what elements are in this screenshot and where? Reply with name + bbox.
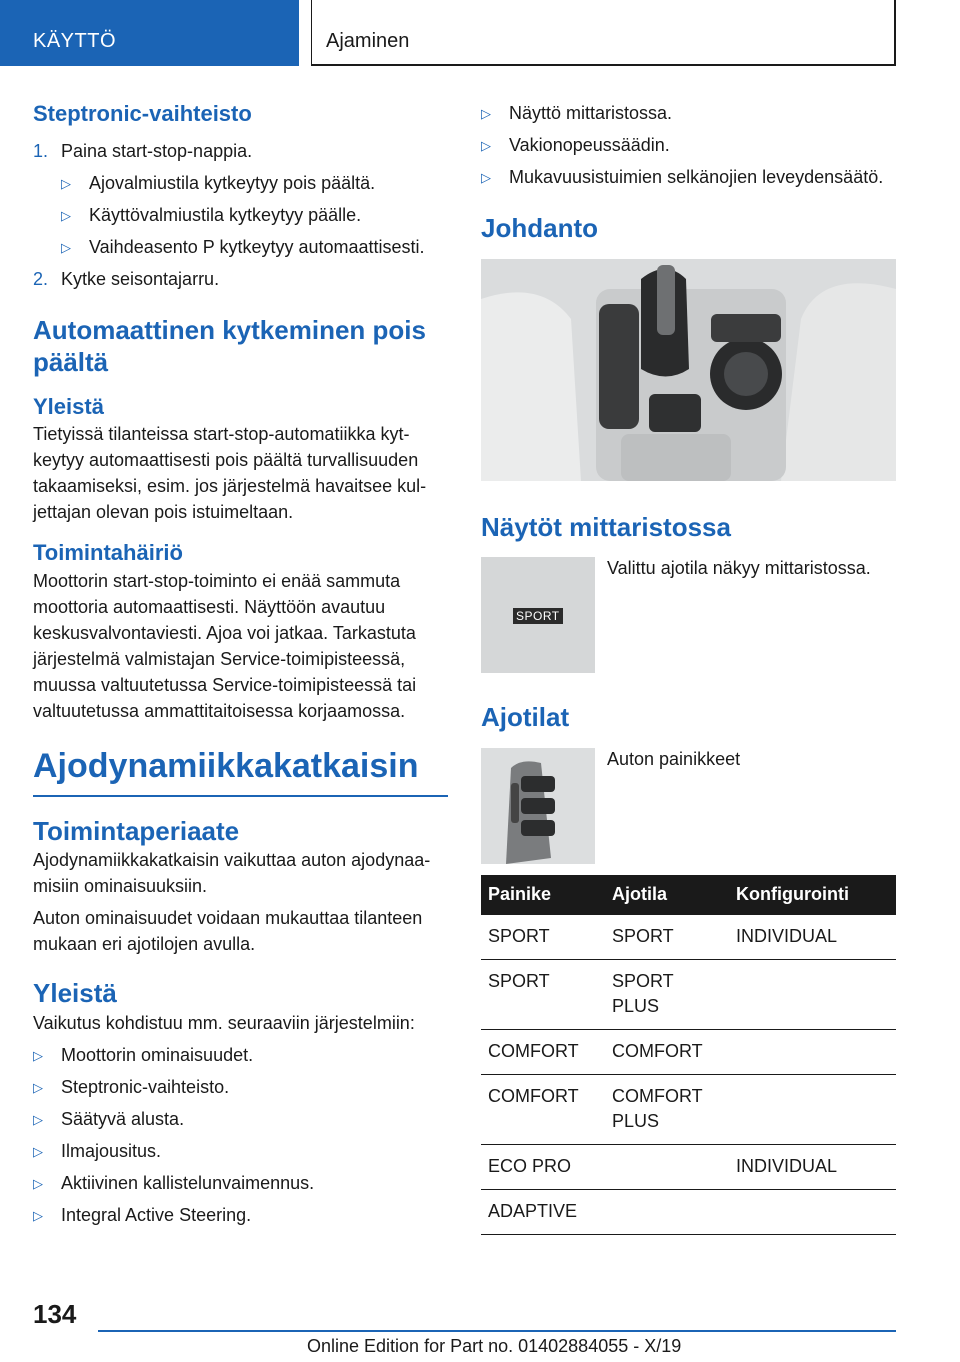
instrument-cluster-image: [481, 557, 595, 673]
table-header-row: [481, 875, 896, 915]
table-cell: SPORT: [605, 915, 729, 960]
steptronic-heading: Steptronic-vaihteisto: [33, 101, 252, 126]
mode-buttons-illustration: [481, 748, 595, 864]
triangle-bullet-icon: ▷: [33, 1111, 43, 1127]
auto-off-heading: Automaattinen kytkeminen pois päältä: [33, 314, 426, 378]
triangle-bullet-icon: ▷: [481, 138, 491, 153]
step-1: [33, 138, 448, 164]
step-text: Kytke seisontajarru.: [61, 268, 220, 289]
table-cell: SPORT: [481, 915, 605, 960]
displays-heading: Näytöt mittaristossa: [481, 511, 731, 542]
table-row: [481, 915, 896, 960]
list-item: ▷ Integral Active Steering.: [33, 1202, 448, 1228]
modes-paragraph: Auton painikkeet: [607, 748, 741, 769]
column-header: Konfigurointi: [729, 875, 896, 915]
malfunction-paragraph: Moottorin start-stop-toiminto ei enää sammuta moottoria automaattisesti. Näyttöön avautuu keskusvalvontaviesti. Ajoa voi jatkaa. Tarkastuta järjestelmä valmistajan Service-toimipisteessä, muussa valtuutetussa Service-toimipisteessä tai valtuutetussa ammattitaitoisessa korjaamossa.: [33, 570, 417, 721]
table-cell: ECO PRO: [481, 1144, 605, 1189]
list-item: ▷ Käyttövalmiustila kytkeytyy päälle.: [33, 202, 448, 228]
column-header: Painike: [481, 875, 605, 915]
table-cell: COMFORT: [481, 1074, 605, 1144]
page-number: 134: [33, 1299, 77, 1329]
triangle-bullet-icon: ▷: [61, 239, 71, 255]
list-item: ▷ Mukavuusistuimien selkänojien leveydensäätö.: [481, 164, 896, 190]
right-column: [481, 100, 896, 1235]
principle-paragraph-1: Ajodynamiikkakatkaisin vaikuttaa auton ajodynaamisiin ominaisuuksiin.: [33, 850, 431, 897]
triangle-bullet-icon: ▷: [481, 106, 491, 121]
intro-heading: Johdanto: [481, 213, 598, 243]
principle-heading: Toimintaperiaate: [33, 815, 240, 846]
step-number: 1.: [33, 140, 49, 161]
triangle-bullet-icon: ▷: [33, 1207, 43, 1223]
table-cell: [605, 1144, 729, 1189]
triangle-bullet-icon: ▷: [481, 170, 491, 185]
header-section-label: KÄYTTÖ: [33, 30, 117, 52]
column-header: Ajotila: [605, 875, 729, 915]
triangle-bullet-icon: ▷: [33, 1143, 43, 1159]
displays-paragraph: Valittu ajotila näkyy mittaristossa.: [607, 558, 871, 578]
table-cell: [729, 1029, 896, 1074]
step-number: 2.: [33, 268, 49, 289]
footer-edition: Online Edition for Part no. 01402884055 - X/19: [307, 1336, 682, 1356]
list-item: ▷ Ilmajousitus.: [33, 1138, 448, 1164]
footer-divider: [98, 1330, 896, 1332]
header-chapter-label: Ajaminen: [326, 30, 410, 52]
drive-modes-heading: Ajotilat: [481, 702, 570, 732]
list-item: ▷ Ajovalmiustila kytkeytyy pois päältä.: [33, 170, 448, 196]
header-chapter-tab: [311, 0, 896, 66]
left-column: [33, 100, 448, 1228]
table-row: [481, 959, 896, 1029]
malfunction-heading: Toimintahäiriö: [33, 540, 183, 566]
table-row: [481, 1029, 896, 1074]
mode-buttons-photo: [481, 748, 595, 864]
table-cell: SPORT PLUS: [605, 959, 729, 1029]
center-console-photo: [481, 259, 896, 481]
list-item: ▷ Säätyvä alusta.: [33, 1106, 448, 1132]
table-cell: [605, 1189, 729, 1234]
center-console-illustration: [481, 259, 896, 481]
sport-mode-badge: SPORT: [513, 608, 563, 624]
drive-modes-table: [481, 875, 896, 1235]
table-cell: SPORT: [481, 959, 605, 1029]
header-section-tab: [0, 0, 299, 66]
list-item: ▷ Moottorin ominaisuudet.: [33, 1042, 448, 1068]
list-item: ▷ Steptronic-vaihteisto.: [33, 1074, 448, 1100]
table-row: [481, 1144, 896, 1189]
modes-block: [481, 748, 896, 864]
table-row: [481, 1189, 896, 1234]
table-cell: INDIVIDUAL: [729, 915, 896, 960]
table-cell: ADAPTIVE: [481, 1189, 605, 1234]
table-cell: [729, 959, 896, 1029]
triangle-bullet-icon: ▷: [61, 207, 71, 223]
triangle-bullet-icon: ▷: [33, 1079, 43, 1095]
general-paragraph: Tietyissä tilanteissa start-stop-automatiikka kytkeytyy automaattisesti pois päältä turvallisuuden takaamiseksi, esim. jos järjestelmä havaitsee kuljettajan olevan pois istuimeltaan.: [33, 424, 427, 523]
step-2: [33, 266, 448, 292]
table-row: [481, 1074, 896, 1144]
triangle-bullet-icon: ▷: [33, 1047, 43, 1063]
general-heading: Yleistä: [33, 393, 104, 419]
table-cell: [729, 1189, 896, 1234]
principle-paragraph-2: Auton ominaisuudet voidaan mukauttaa tilanteen mukaan eri ajotilojen avulla.: [33, 908, 423, 955]
list-item: ▷ Näyttö mittaristossa.: [481, 100, 896, 126]
table-cell: [729, 1074, 896, 1144]
systems-intro: Vaikutus kohdistuu mm. seuraaviin järjestelmiin:: [33, 1012, 415, 1033]
list-item: ▷ Aktiivinen kallistelunvaimennus.: [33, 1170, 448, 1196]
table-cell: COMFORT: [481, 1029, 605, 1074]
table-cell: COMFORT: [605, 1029, 729, 1074]
table-cell: COMFORT PLUS: [605, 1074, 729, 1144]
triangle-bullet-icon: ▷: [61, 175, 71, 191]
table-cell: INDIVIDUAL: [729, 1144, 896, 1189]
list-item: ▷ Vaihdeasento P kytkeytyy automaattisesti.: [33, 234, 448, 260]
drive-switch-heading: Ajodynamiikkakatkaisin: [33, 746, 448, 797]
list-item: ▷ Vakionopeussäädin.: [481, 132, 896, 158]
general-heading-2: Yleistä: [33, 978, 117, 1009]
triangle-bullet-icon: ▷: [33, 1175, 43, 1191]
displays-block: [481, 557, 896, 673]
step-text: Paina start-stop-nappia.: [61, 140, 253, 161]
